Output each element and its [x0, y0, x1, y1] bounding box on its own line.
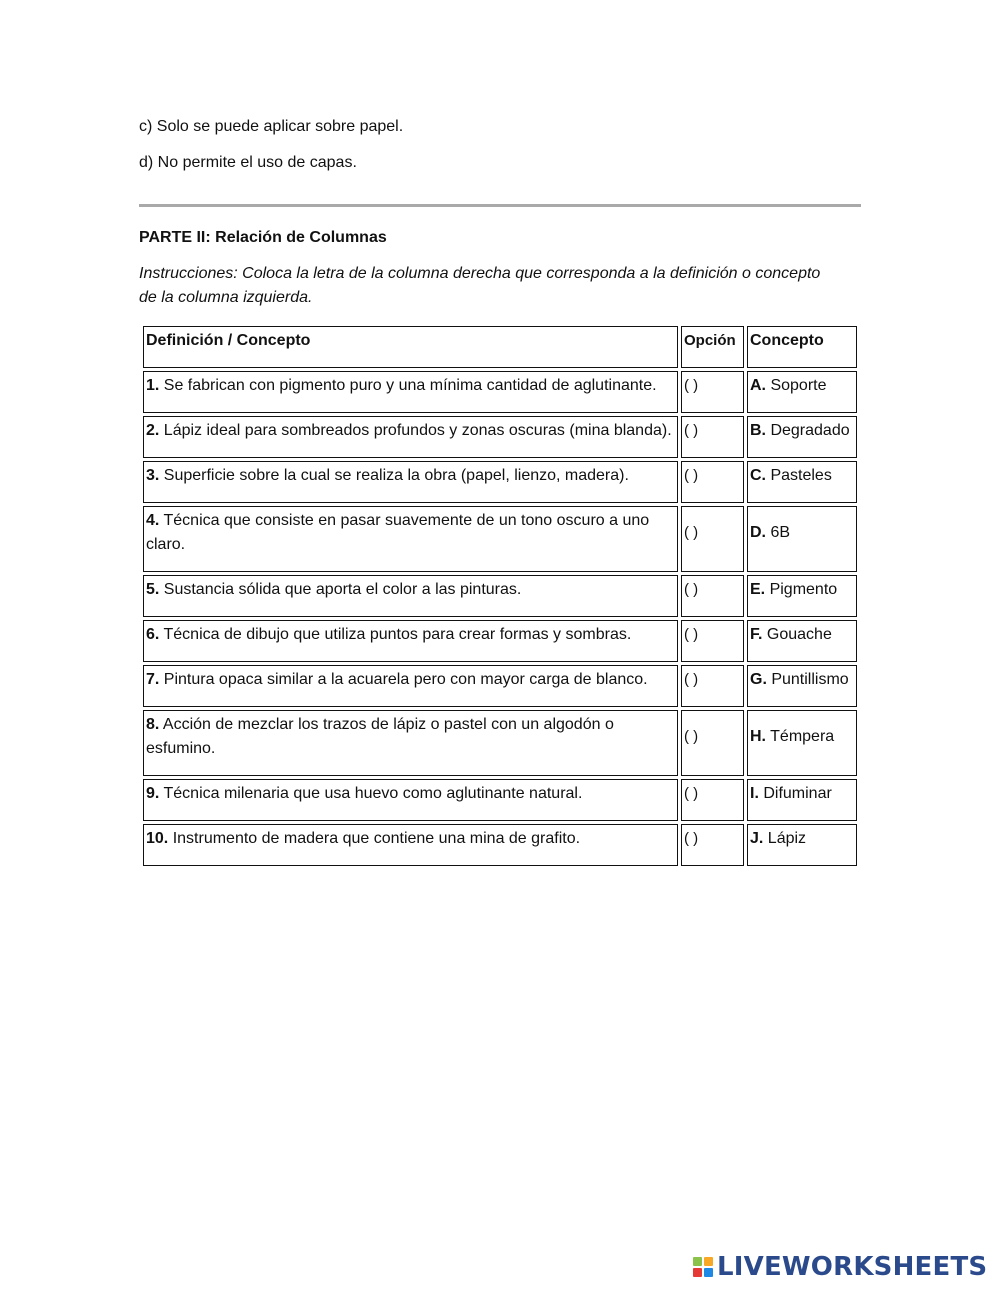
- option-d: d) No permite el uso de capas.: [139, 154, 357, 171]
- definition-text: Técnica de dibujo que utiliza puntos para crear formas y sombras.: [159, 626, 632, 643]
- definition-cell: [143, 665, 678, 707]
- section-title: PARTE II: Relación de Columnas: [139, 229, 387, 246]
- concept-cell: [747, 779, 857, 821]
- concept-letter: A.: [750, 377, 766, 394]
- concept-text: Degradado: [766, 422, 850, 439]
- concept-text: Pasteles: [766, 467, 832, 484]
- concept-cell: [747, 461, 857, 503]
- concept-letter: G.: [750, 671, 767, 688]
- concept-cell: [747, 506, 857, 572]
- table-row: [143, 710, 857, 776]
- instructions: Instrucciones: Coloca la letra de la columna derecha que corresponda a la definición o concepto de la columna izquierda.: [139, 265, 821, 306]
- concept-text: Gouache: [762, 626, 832, 643]
- answer-slot[interactable]: ( ): [681, 779, 744, 821]
- definition-text: Lápiz ideal para sombreados profundos y zonas oscuras (mina blanda).: [159, 422, 672, 439]
- answer-slot[interactable]: ( ): [681, 824, 744, 866]
- concept-cell: [747, 710, 857, 776]
- definition-cell: [143, 371, 678, 413]
- definition-text: Superficie sobre la cual se realiza la obra (papel, lienzo, madera).: [159, 467, 629, 484]
- concept-cell: [747, 665, 857, 707]
- definition-text: Acción de mezclar los trazos de lápiz o pastel con un algodón o esfumino.: [146, 716, 614, 757]
- concept-text: Puntillismo: [766, 671, 849, 688]
- concept-text: Lápiz: [763, 830, 807, 847]
- answer-slot[interactable]: ( ): [681, 665, 744, 707]
- table-header-row: [143, 326, 857, 368]
- definition-number: 1.: [146, 377, 160, 394]
- concept-text: 6B: [766, 524, 791, 541]
- table-row: [143, 506, 857, 572]
- definition-number: 9.: [146, 785, 160, 802]
- concept-letter: E.: [750, 581, 766, 598]
- definition-cell: [143, 575, 678, 617]
- table-row: [143, 575, 857, 617]
- definition-cell: [143, 779, 678, 821]
- concept-letter: B.: [750, 422, 766, 439]
- concept-text: Témpera: [766, 728, 835, 745]
- concept-letter: D.: [750, 524, 766, 541]
- concept-cell: [747, 620, 857, 662]
- answer-slot[interactable]: ( ): [681, 620, 744, 662]
- definition-text: Técnica milenaria que usa huevo como aglutinante natural.: [159, 785, 583, 802]
- option-c: c) Solo se puede aplicar sobre papel.: [139, 118, 404, 135]
- definition-cell: [143, 824, 678, 866]
- concept-text: Pigmento: [765, 581, 838, 598]
- table-row: [143, 620, 857, 662]
- concept-letter: J.: [750, 830, 764, 847]
- header-definition: Definición / Concepto: [143, 326, 678, 368]
- concept-letter: F.: [750, 626, 763, 643]
- concept-cell: [747, 371, 857, 413]
- definition-number: 4.: [146, 512, 160, 529]
- definition-text: Sustancia sólida que aporta el color a las pinturas.: [159, 581, 522, 598]
- table-row: [143, 665, 857, 707]
- concept-letter: H.: [750, 728, 766, 745]
- answer-slot[interactable]: ( ): [681, 461, 744, 503]
- definition-number: 7.: [146, 671, 160, 688]
- concept-text: Soporte: [766, 377, 827, 394]
- definition-number: 8.: [146, 716, 160, 733]
- concept-cell: [747, 575, 857, 617]
- concept-letter: C.: [750, 467, 766, 484]
- answer-slot[interactable]: ( ): [681, 371, 744, 413]
- definition-text: Se fabrican con pigmento puro y una mínima cantidad de aglutinante.: [159, 377, 657, 394]
- concept-text: Difuminar: [758, 785, 832, 802]
- answer-slot[interactable]: ( ): [681, 416, 744, 458]
- definition-cell: [143, 461, 678, 503]
- concept-cell: [747, 416, 857, 458]
- definition-cell: [143, 416, 678, 458]
- table-row: [143, 371, 857, 413]
- answer-slot[interactable]: ( ): [681, 575, 744, 617]
- table-row: [143, 416, 857, 458]
- definition-text: Instrumento de madera que contiene una mina de grafito.: [168, 830, 581, 847]
- definition-text: Pintura opaca similar a la acuarela pero con mayor carga de blanco.: [159, 671, 648, 688]
- definition-text: Técnica que consiste en pasar suavemente de un tono oscuro a uno claro.: [146, 512, 650, 553]
- definition-cell: [143, 620, 678, 662]
- definition-number: 5.: [146, 581, 160, 598]
- table-row: [143, 824, 857, 866]
- matching-table: [140, 323, 860, 869]
- concept-cell: [747, 824, 857, 866]
- definition-number: 6.: [146, 626, 160, 643]
- table-row: [143, 461, 857, 503]
- logo-wordmark: LIVEWORKSHEETS: [717, 1252, 988, 1282]
- concept-letter: I.: [750, 785, 759, 802]
- header-concept: Concepto: [747, 326, 857, 368]
- definition-number: 10.: [146, 830, 169, 847]
- answer-slot[interactable]: ( ): [681, 710, 744, 776]
- definition-cell: [143, 506, 678, 572]
- header-option: Opción: [681, 326, 744, 368]
- definition-number: 2.: [146, 422, 160, 439]
- answer-slot[interactable]: ( ): [681, 506, 744, 572]
- liveworksheets-logo-icon: [693, 1257, 713, 1277]
- section-divider: [139, 204, 861, 207]
- table-row: [143, 779, 857, 821]
- definition-cell: [143, 710, 678, 776]
- definition-number: 3.: [146, 467, 160, 484]
